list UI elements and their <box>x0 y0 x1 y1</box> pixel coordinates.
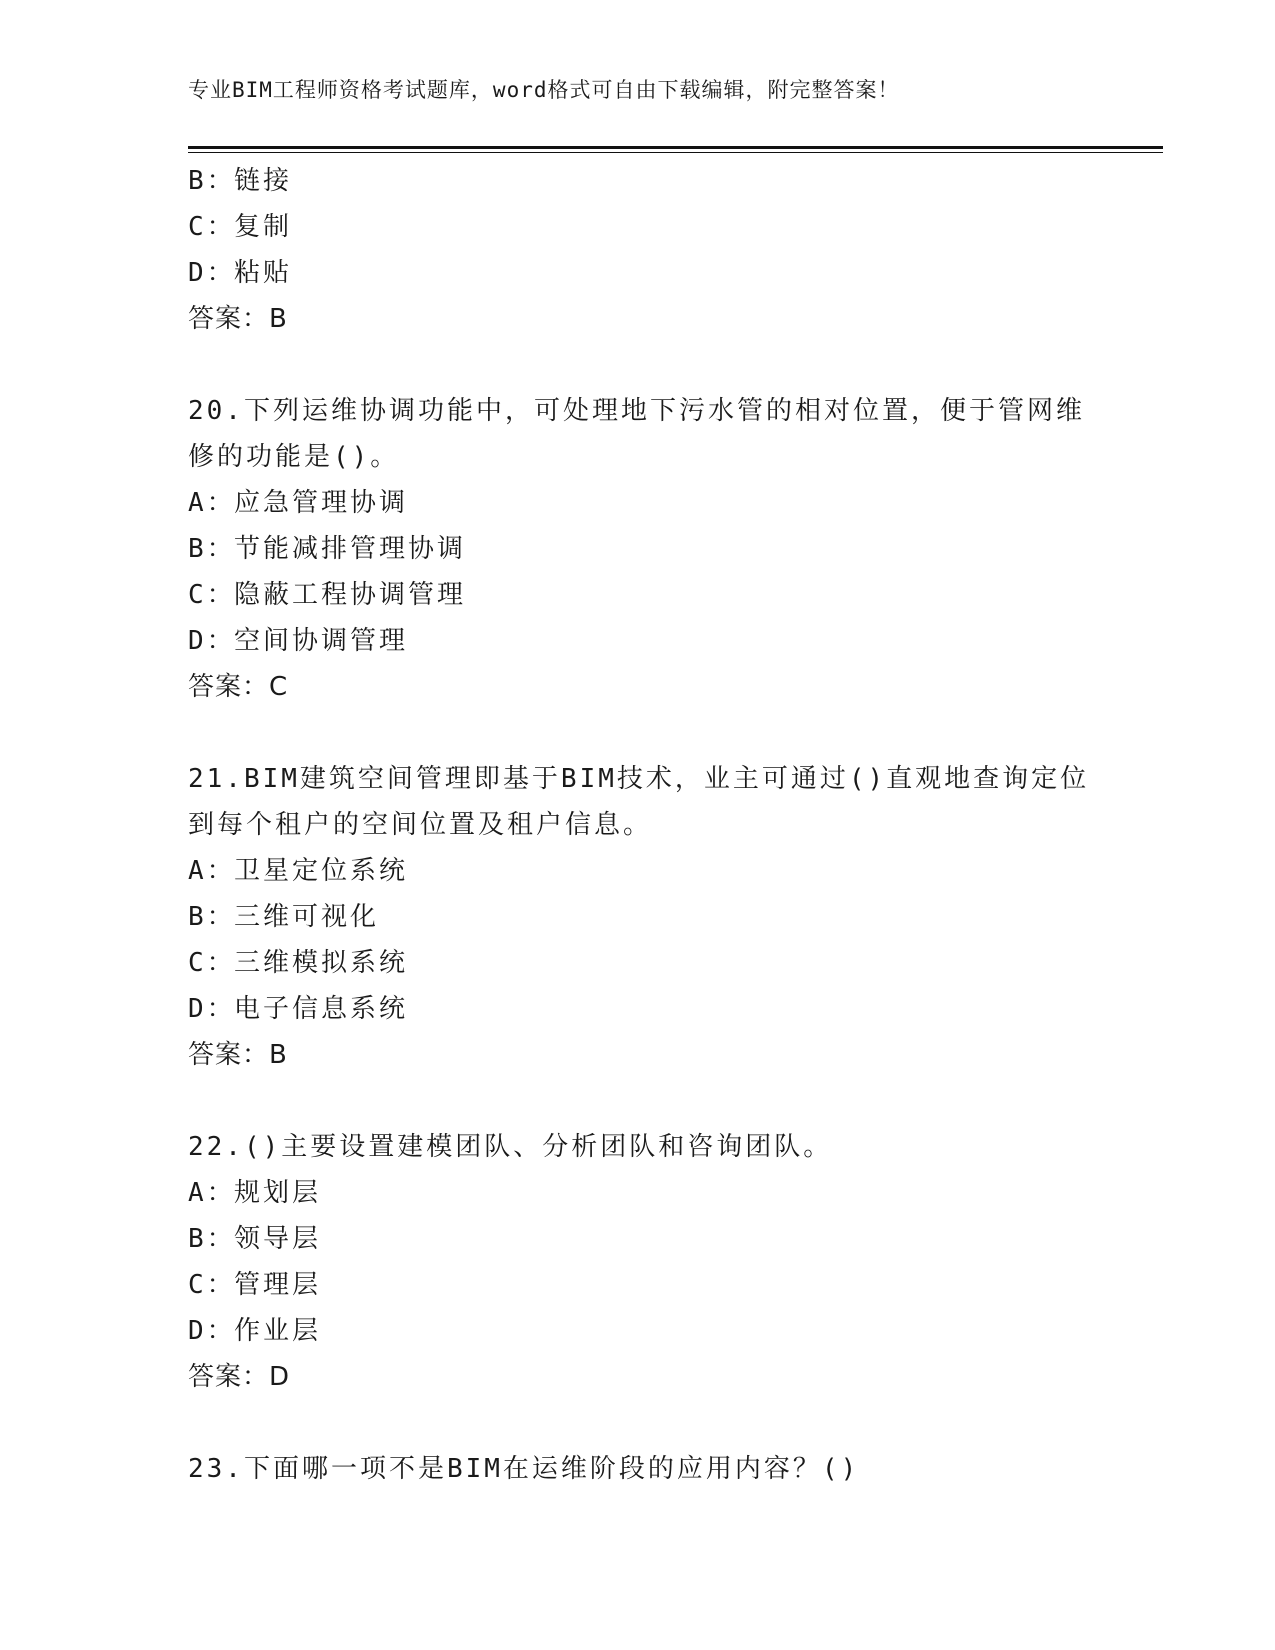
option-c: C：三维模拟系统 <box>188 948 409 978</box>
option-d: D：作业层 <box>188 1316 322 1346</box>
option-b: B：链接 <box>188 166 293 196</box>
header-rule-thick <box>188 146 1163 149</box>
header-rule-thin <box>188 152 1163 153</box>
carryover-block <box>188 158 1118 342</box>
question-text-line: 20.下列运维协调功能中，可处理地下污水管的相对位置，便于管网维 <box>188 396 1085 426</box>
option-b: B：节能减排管理协调 <box>188 534 467 564</box>
question-23 <box>188 1446 1118 1492</box>
question-content <box>188 158 1118 1492</box>
option-d: D：粘贴 <box>188 258 293 288</box>
answer-line: 答案：D <box>188 1362 291 1392</box>
answer-line: 答案：B <box>188 1040 288 1070</box>
question-text-line: 21.BIM建筑空间管理即基于BIM技术，业主可通过()直观地查询定位 <box>188 764 1090 794</box>
option-c: C：管理层 <box>188 1270 322 1300</box>
question-text-line: 22.()主要设置建模团队、分析团队和咨询团队。 <box>188 1132 833 1162</box>
option-d: D：空间协调管理 <box>188 626 409 656</box>
page-header: 专业BIM工程师资格考试题库，word格式可自由下载编辑，附完整答案！ <box>188 78 900 102</box>
option-c: C：复制 <box>188 212 293 242</box>
question-20 <box>188 388 1118 710</box>
option-b: B：三维可视化 <box>188 902 380 932</box>
question-text-line: 23.下面哪一项不是BIM在运维阶段的应用内容？() <box>188 1454 860 1484</box>
question-text-line: 到每个租户的空间位置及租户信息。 <box>188 810 653 840</box>
answer-line: 答案：C <box>188 672 289 702</box>
question-22 <box>188 1124 1118 1400</box>
answer-line: 答案：B <box>188 304 288 334</box>
option-a: A：规划层 <box>188 1178 322 1208</box>
question-21 <box>188 756 1118 1078</box>
option-b: B：领导层 <box>188 1224 322 1254</box>
option-a: A：应急管理协调 <box>188 488 409 518</box>
option-c: C：隐蔽工程协调管理 <box>188 580 467 610</box>
option-d: D：电子信息系统 <box>188 994 409 1024</box>
question-text-line: 修的功能是()。 <box>188 442 400 472</box>
option-a: A：卫星定位系统 <box>188 856 409 886</box>
